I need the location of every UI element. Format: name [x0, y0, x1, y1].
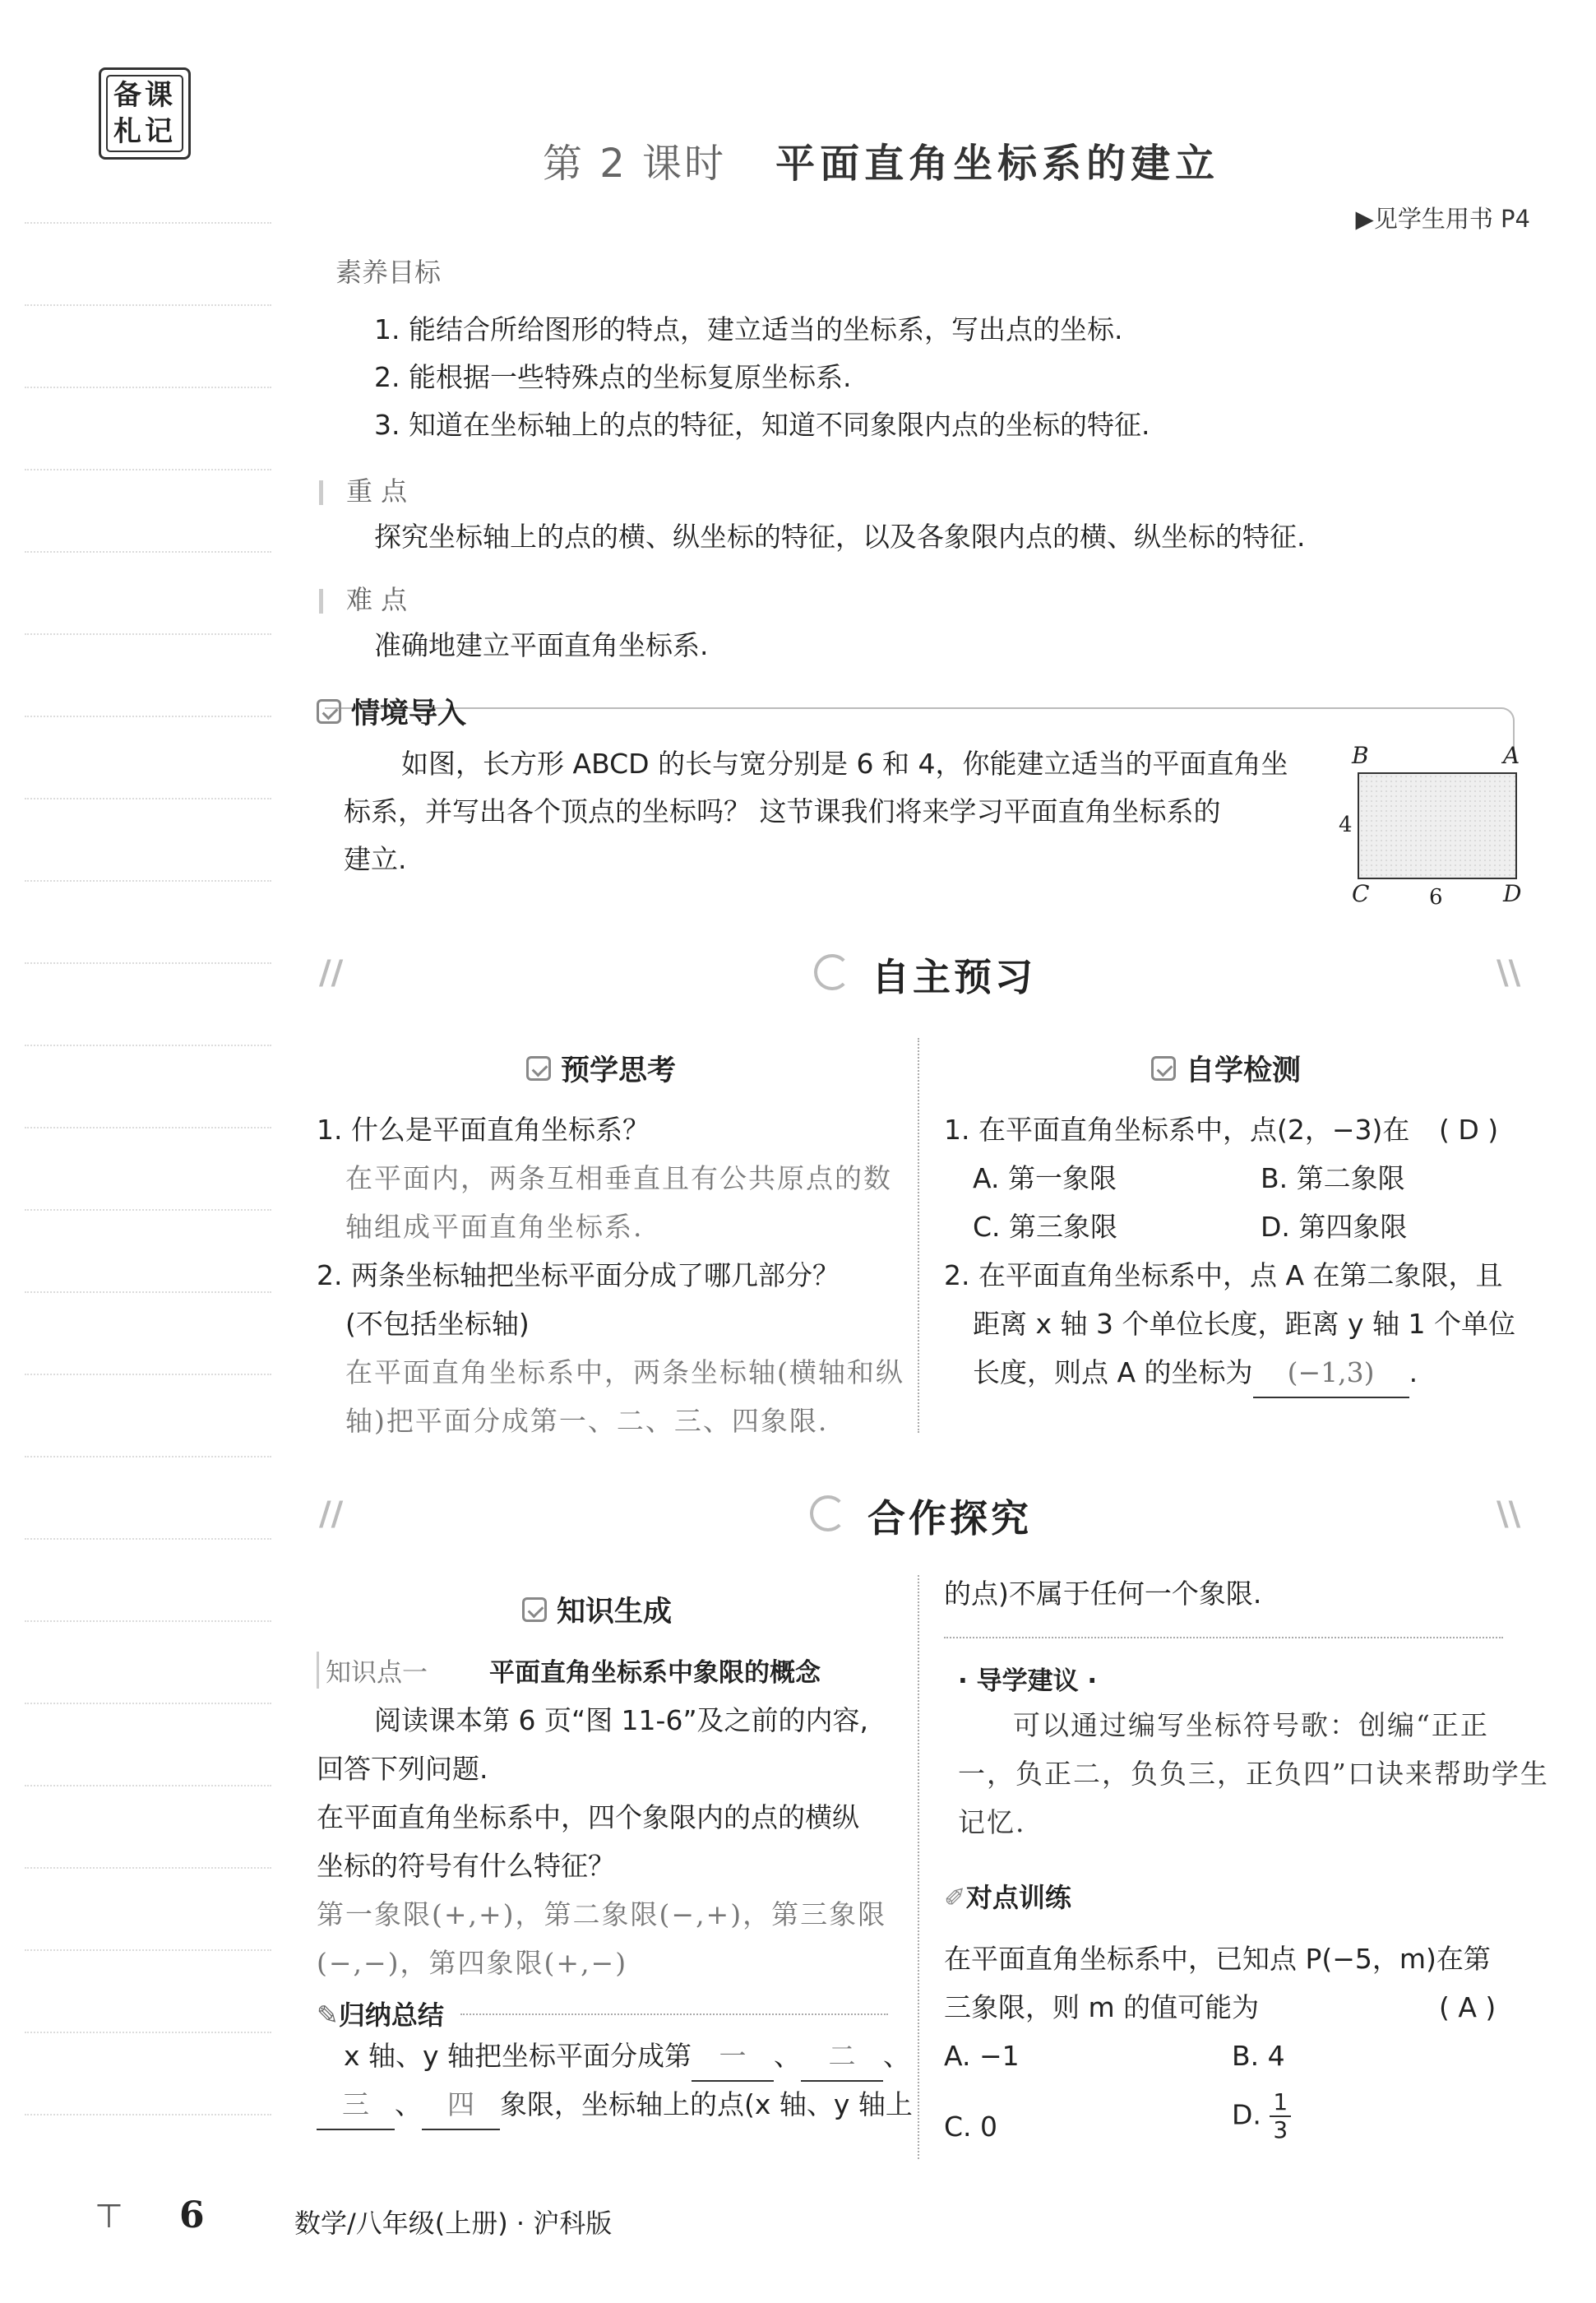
- explore-answer-1: 第一象限(+,+)，第二象限(−,+)，第三象限: [317, 1898, 887, 1930]
- summary-blank-2: 二: [801, 2032, 883, 2082]
- decor-slash-right: \\: [1497, 954, 1521, 992]
- training-text-1: 在平面直角坐标系中，已知点 P(−5，m)在第: [944, 1943, 1491, 1975]
- training-option-d: D. $\frac{1}{3}$: [1232, 2089, 1291, 2143]
- page-number: 6: [179, 2194, 205, 2236]
- summary-blank-4: 四: [422, 2080, 500, 2130]
- summary-heading: ✎归纳总结: [317, 1999, 444, 2031]
- preview-q1: 1. 什么是平面直角坐标系？: [317, 1114, 650, 1146]
- intro-line-1: 如图，长方形 ABCD 的长与宽分别是 6 和 4，你能建立适当的平面直角坐: [401, 748, 1288, 780]
- explore-continued: 的点)不属于任何一个象限.: [944, 1578, 1262, 1610]
- explore-left-heading: 知识生成: [522, 1589, 672, 1630]
- knowledge-point-title: 平面直角坐标系中象限的概念: [489, 1658, 821, 1688]
- explore-column-divider: [918, 1575, 919, 2159]
- explore-text-2: 回答下列问题.: [317, 1753, 488, 1785]
- guide-line-1: 可以通过编写坐标符号歌：创编“正正: [1013, 1709, 1489, 1741]
- lesson-title: [543, 132, 1219, 188]
- vertex-b: B: [1352, 742, 1369, 769]
- notes-badge: [99, 67, 191, 160]
- summary-divider: [460, 2013, 888, 2015]
- preview-right-heading: 自学检测: [1151, 1048, 1301, 1089]
- check-q1-option-d: D. 第四象限: [1261, 1211, 1408, 1243]
- pen-icon: ✐: [944, 1882, 966, 1913]
- preview-title: 自主预习: [872, 955, 1036, 999]
- lesson-number: 第 2 课时: [543, 141, 727, 187]
- summary-line-2: 三 、 四 象限，坐标轴上的点(x 轴、y 轴上: [317, 2080, 913, 2130]
- training-answer: ( A ): [1439, 1991, 1497, 2023]
- notes-badge-line2: 札记: [113, 115, 176, 148]
- preview-column-divider: [918, 1038, 919, 1433]
- explore-text-3: 在平面直角坐标系中，四个象限内的点的横纵: [317, 1801, 859, 1833]
- key-point-bar: [319, 480, 323, 505]
- footer-decor-icon: ⊤: [95, 2198, 123, 2236]
- notes-margin: [25, 206, 271, 2163]
- knowledge-icon: [522, 1597, 547, 1622]
- guide-heading: · 导学建议 ·: [958, 1666, 1098, 1696]
- training-heading: ✐对点训练: [944, 1882, 1071, 1913]
- decor-slash-left: //: [319, 954, 344, 992]
- rectangle-abcd: [1358, 773, 1516, 878]
- intro-line-3: 建立.: [344, 843, 407, 875]
- goals-heading: 素养目标: [335, 257, 442, 288]
- difficulty-label: 难 点: [319, 579, 407, 617]
- lesson-name: 平面直角坐标系的建立: [775, 141, 1220, 187]
- check-icon: [1151, 1056, 1176, 1081]
- summary-line-1: x 轴、y 轴把坐标平面分成第 一 、 二 、: [344, 2032, 910, 2082]
- key-point-label: 重 点: [319, 470, 407, 508]
- preview-a2-line1: 在平面直角坐标系中，两条坐标轴(横轴和纵: [345, 1356, 904, 1388]
- goal-item-1: 1. 能结合所给图形的特点，建立适当的坐标系，写出点的坐标.: [374, 313, 1123, 345]
- check-q1-answer: ( D ): [1439, 1114, 1499, 1146]
- vertex-d: D: [1503, 880, 1522, 907]
- student-book-ref: ▶见学生用书 P4: [1355, 205, 1530, 233]
- book-title: 数学/八年级(上册) · 沪科版: [294, 2208, 613, 2239]
- check-q2-line2: 距离 x 轴 3 个单位长度，距离 y 轴 1 个单位: [973, 1308, 1515, 1340]
- training-option-d-fraction: $\frac{1}{3}$: [1270, 2089, 1291, 2143]
- notes-badge-line1: 备课: [113, 79, 176, 112]
- scenario-icon: [317, 699, 341, 724]
- knowledge-point-tag: 知识点一: [317, 1652, 428, 1689]
- preview-left-heading: 预学思考: [526, 1048, 676, 1089]
- check-q2-line1: 2. 在平面直角坐标系中，点 A 在第二象限，且: [944, 1259, 1503, 1291]
- guide-divider: [944, 1637, 1503, 1638]
- decor-slash-right-2: \\: [1497, 1495, 1521, 1533]
- think-icon: [526, 1056, 551, 1081]
- preview-decor-icon: [814, 954, 850, 990]
- check-q1-option-b: B. 第二象限: [1261, 1162, 1405, 1194]
- check-q2-line3: 长度，则点 A 的坐标为 (−1,3) .: [973, 1348, 1418, 1398]
- training-option-a: A. −1: [944, 2040, 1020, 2072]
- check-q1-option-a: A. 第一象限: [973, 1162, 1117, 1194]
- summary-blank-1: 一: [692, 2032, 774, 2082]
- goal-item-2: 2. 能根据一些特殊点的坐标复原坐标系.: [374, 361, 852, 393]
- guide-line-2: 一，负正二，负负三，正负四”口诀来帮助学生: [958, 1758, 1549, 1790]
- vertex-a: A: [1503, 742, 1520, 769]
- check-q2-blank: (−1,3): [1253, 1348, 1409, 1398]
- explore-decor-icon: [810, 1495, 846, 1531]
- training-text-2: 三象限，则 m 的值可能为: [944, 1991, 1260, 2023]
- side-length-left: 4: [1339, 813, 1353, 837]
- preview-a1-line2: 轴组成平面直角坐标系.: [345, 1211, 644, 1243]
- difficulty-text: 准确地建立平面直角坐标系.: [374, 629, 709, 661]
- preview-a1-line1: 在平面内，两条互相垂直且有公共原点的数: [345, 1162, 892, 1194]
- guide-line-3: 记忆.: [958, 1806, 1026, 1838]
- explore-title: 合作探究: [867, 1496, 1032, 1541]
- training-option-b: B. 4: [1232, 2040, 1285, 2072]
- decor-slash-left-2: //: [319, 1495, 344, 1533]
- summary-blank-3: 三: [317, 2080, 395, 2130]
- explore-text-1: 阅读课本第 6 页“图 11-6”及之前的内容,: [374, 1704, 869, 1736]
- key-point-text: 探究坐标轴上的点的横、纵坐标的特征，以及各象限内点的横、纵坐标的特征.: [374, 521, 1306, 553]
- explore-text-4: 坐标的符号有什么特征？: [317, 1850, 615, 1882]
- rectangle-figure: [1340, 740, 1529, 913]
- preview-a2-line2: 轴)把平面分成第一、二、三、四象限.: [345, 1405, 829, 1437]
- check-q1: 1. 在平面直角坐标系中，点(2，−3)在: [944, 1114, 1410, 1146]
- pencil-icon: ✎: [317, 1999, 339, 2031]
- preview-q2-line1: 2. 两条坐标轴把坐标平面分成了哪几部分？: [317, 1259, 840, 1291]
- check-q1-option-c: C. 第三象限: [973, 1211, 1118, 1243]
- intro-line-2: 标系，并写出各个顶点的坐标吗？ 这节课我们将来学习平面直角坐标系的: [344, 795, 1221, 827]
- preview-q2-line2: (不包括坐标轴): [345, 1308, 530, 1340]
- explore-answer-2: (−,−)，第四象限(+,−): [317, 1947, 628, 1979]
- vertex-c: C: [1352, 880, 1370, 907]
- difficulty-bar: [319, 589, 323, 614]
- side-length-bottom: 6: [1429, 885, 1443, 910]
- training-option-c: C. 0: [944, 2111, 998, 2143]
- intro-heading: 情境导入: [317, 691, 466, 732]
- goal-item-3: 3. 知道在坐标轴上的点的特征，知道不同象限内点的坐标的特征.: [374, 409, 1150, 441]
